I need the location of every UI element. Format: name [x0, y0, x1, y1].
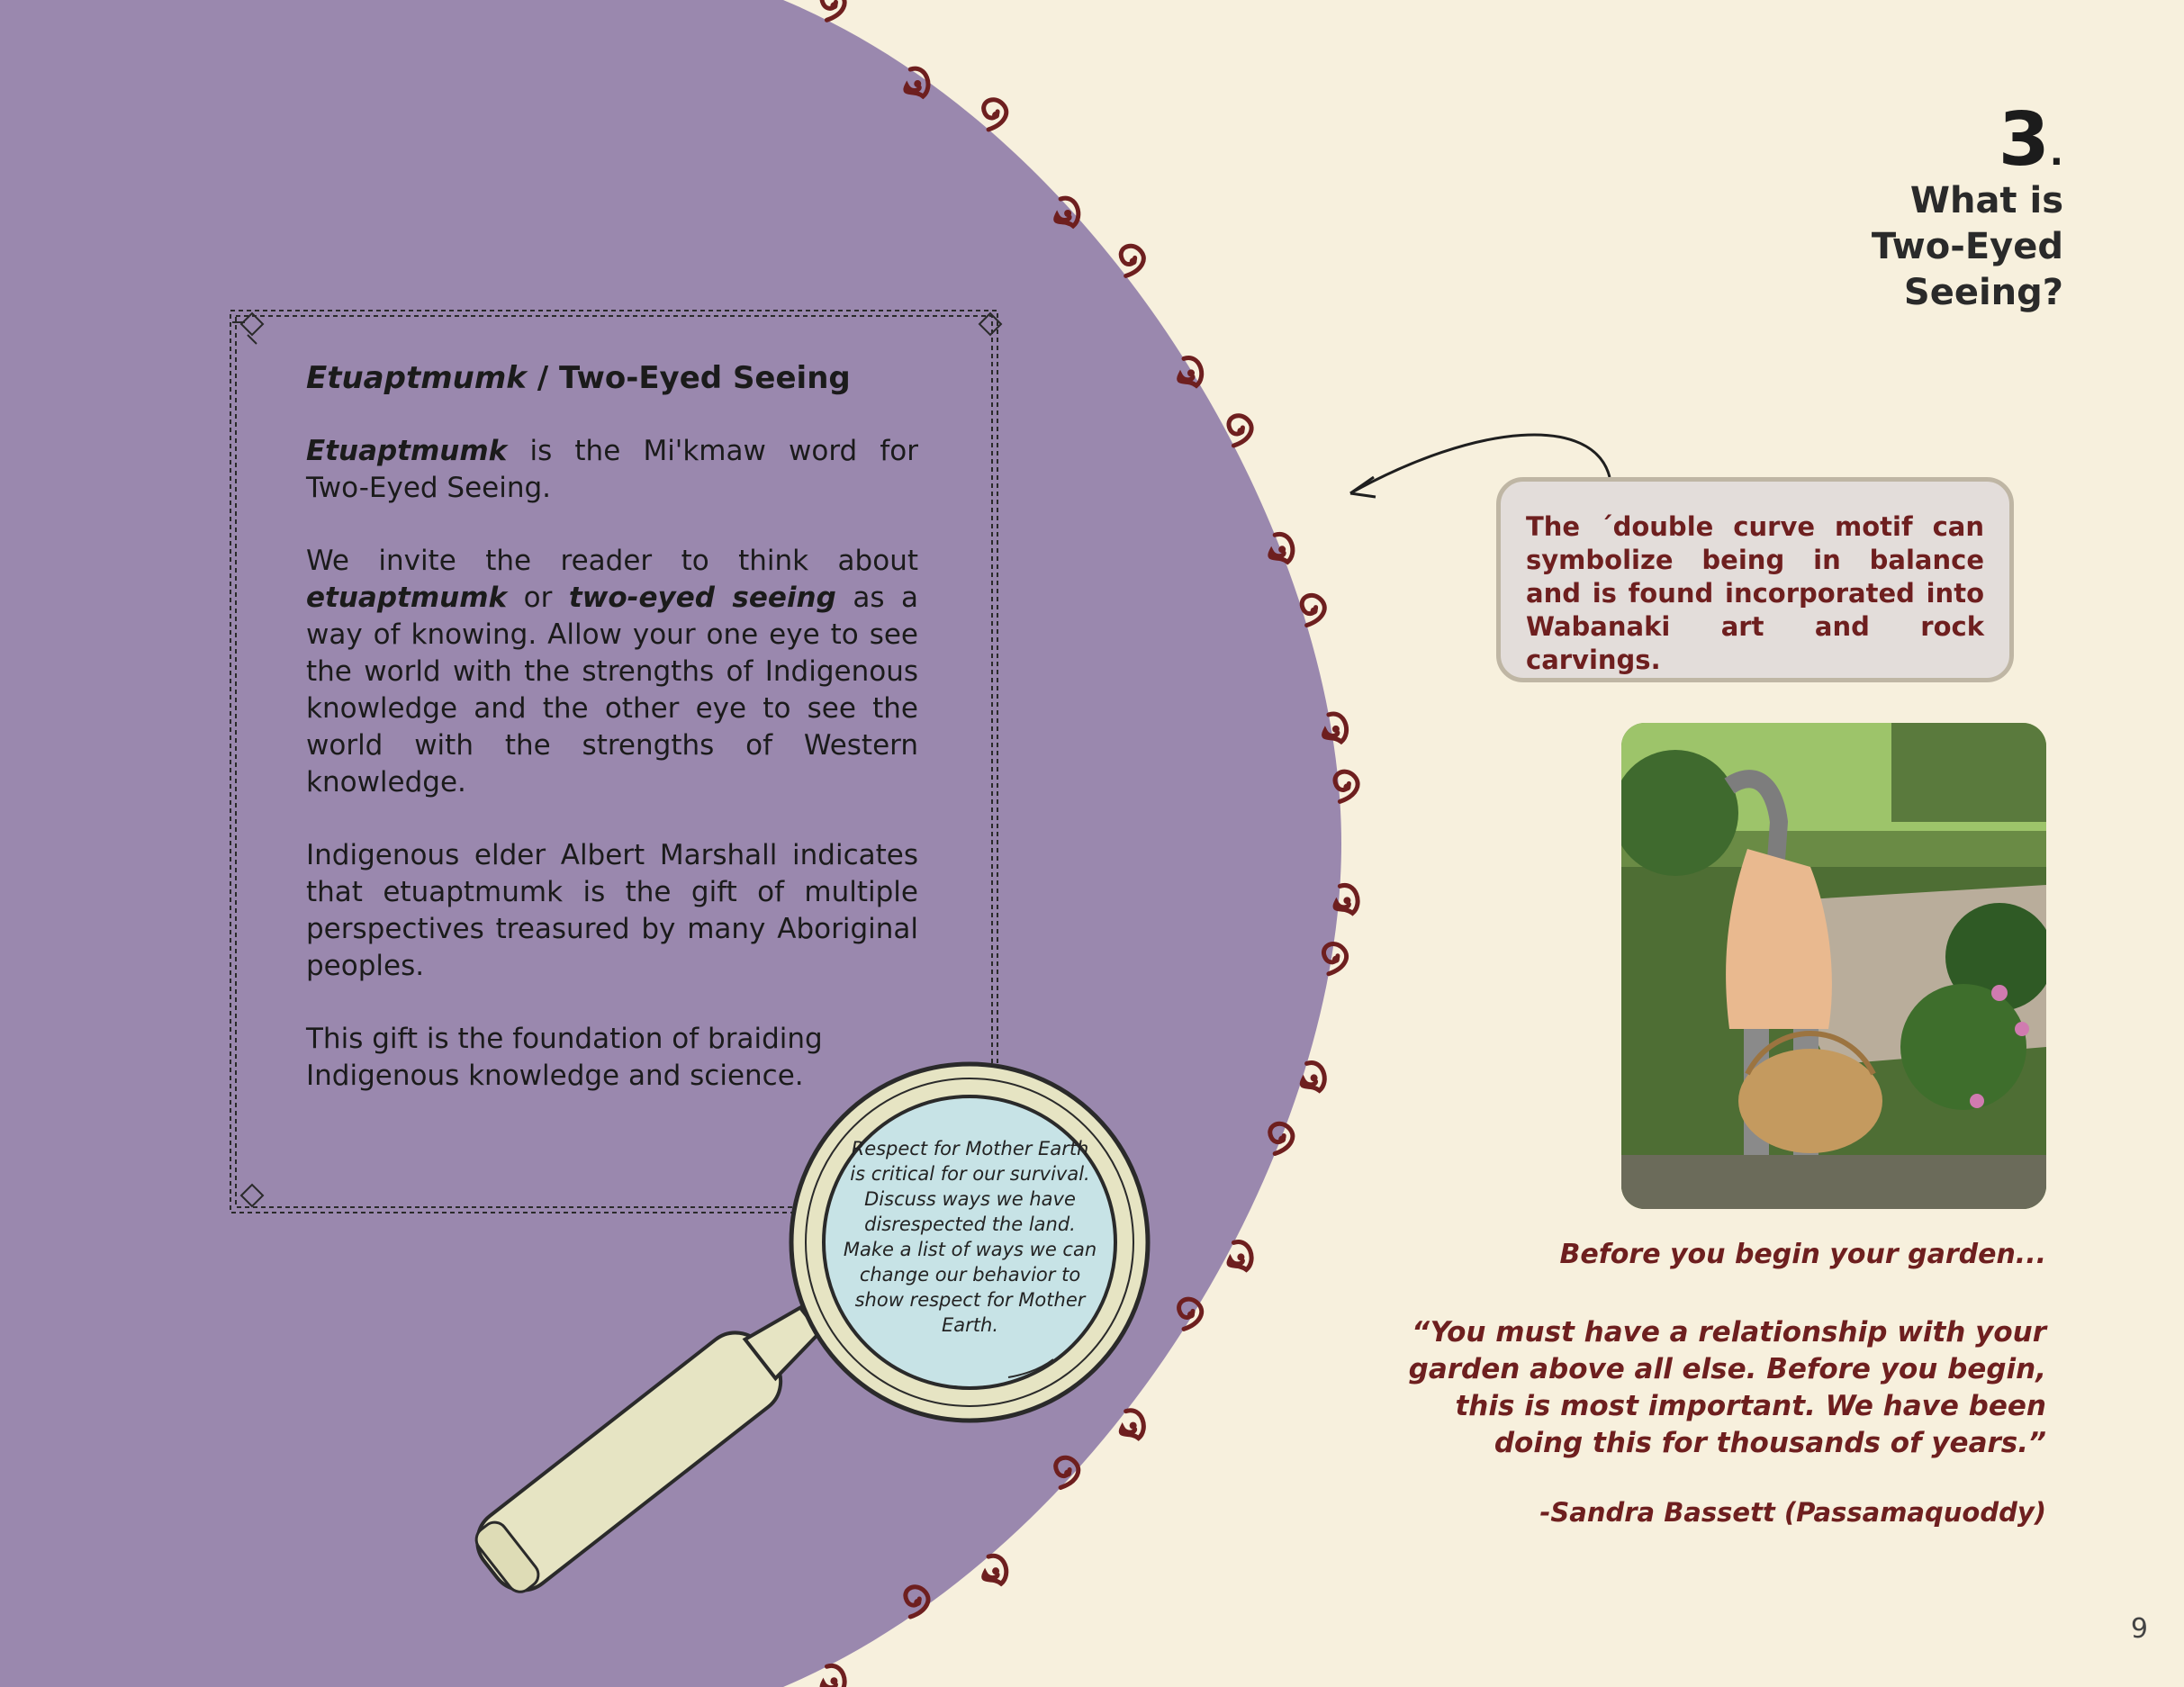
- motif-dot: [1311, 1074, 1318, 1081]
- motif-dot: [1278, 546, 1286, 553]
- garden-quote: “You must have a relationship with your garden above all else. Before you begin, this is most important. We have been doing this for thousands of years.”: [1408, 1316, 2046, 1459]
- motif-dot: [1187, 1311, 1195, 1318]
- motif-dot: [1064, 210, 1071, 217]
- motif-dot: [914, 1599, 921, 1606]
- info-box-title: [306, 360, 918, 397]
- title-italic-word: Etuaptmumk: [306, 360, 527, 396]
- p2-e: as a way of knowing. Allow your one eye to see the world with the strengths of Indigenous knowledge and the other eye to see the world with the strengths of Western knowledge.: [306, 582, 919, 798]
- motif-dot: [1130, 1422, 1137, 1430]
- motif-dot: [830, 2, 837, 9]
- paragraph-definition: [306, 433, 918, 507]
- chapter-number-digit: 3: [1998, 97, 2050, 183]
- motif-dot: [992, 1567, 999, 1574]
- chapter-title: What is Two-Eyed Seeing?: [1871, 180, 2063, 313]
- paragraph-elder: Indigenous elder Albert Marshall indicates that etuaptmumk is the gift of multiple perspectives treasured by many Aboriginal peoples.: [306, 839, 918, 982]
- motif-dot: [1343, 897, 1350, 904]
- p2-d: two-eyed seeing: [568, 582, 836, 614]
- garden-heading: Before you begin your garden...: [1559, 1239, 2046, 1270]
- motif-dot: [1237, 1253, 1244, 1260]
- p1-rest: is the Mi'kmaw word for Two-Eyed Seeing.: [306, 435, 918, 504]
- double-curve-callout: [1496, 477, 2014, 682]
- quote-attribution: -Sandra Bassett (Passamaquoddy): [1539, 1497, 2046, 1528]
- motif-dot: [1064, 1469, 1071, 1476]
- motif-dot: [1311, 608, 1318, 615]
- motif-dot: [914, 80, 921, 87]
- page-number: 9: [2130, 1613, 2148, 1645]
- motif-dot: [1130, 257, 1137, 265]
- paragraph-gift: This gift is the foundation of braiding Indigenous knowledge and science.: [306, 1023, 823, 1092]
- garden-photo: [1621, 723, 2046, 1209]
- motif-dot: [830, 1677, 837, 1684]
- motif-dot: [1237, 428, 1244, 435]
- p2-b: etuaptmumk: [306, 582, 508, 614]
- p2-a: We invite the reader to think about: [306, 545, 918, 577]
- chapter-number-dot: .: [2049, 132, 2063, 174]
- title-rest: / Two-Eyed Seeing: [526, 360, 851, 396]
- magnifier-lens-text: Respect for Mother Earth is critical for our survival. Discuss ways we have disrespected the land. Make a list of ways we can change our behavior to show respect for Mother Earth.: [843, 1138, 1097, 1336]
- callout-text: The ´double curve motif can symbolize being in balance and is found incorporated into Wabanaki art and rock carvings.: [1526, 511, 1984, 675]
- chapter-number: [1999, 97, 2063, 183]
- motif-dot: [1187, 369, 1195, 376]
- motif-dot: [1278, 1136, 1286, 1143]
- motif-dot: [1332, 726, 1340, 733]
- motif-dot: [992, 112, 999, 119]
- etuaptmumk-info-box: [306, 360, 918, 1131]
- p1-italic-word: Etuaptmumk: [306, 435, 508, 467]
- p2-c: or: [507, 582, 569, 614]
- motif-dot: [1343, 783, 1350, 790]
- paragraph-invitation: [306, 543, 918, 801]
- motif-dot: [1332, 956, 1340, 963]
